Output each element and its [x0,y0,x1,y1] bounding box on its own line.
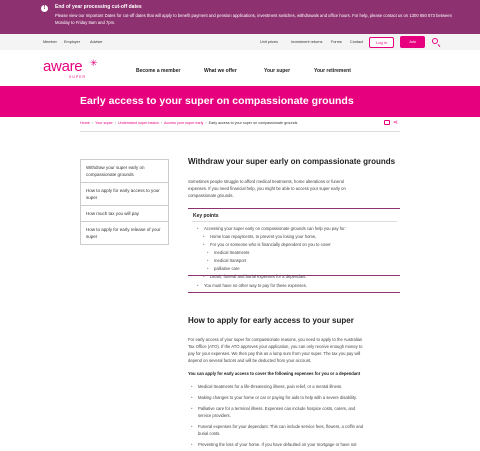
alert-text: Please view our Important Dates for cut-off dates that will apply to benefit payment and pension applications, investment switches, withdrawals and office hours. For help, please contact us on 1300 650 873 between Monday to Friday 8am and 7pm. [55,13,452,25]
kp-item-2: • You must have no other way to pay for these expenses. [204,283,307,288]
expense-item-5: • Preventing the loss of your home. If you have defaulted on your mortgage or have not [198,442,357,447]
section2-para-2: Tax Office (ATO). If the ATO approves your application, you can only receive enough money to [188,344,363,349]
kp-subsub-2: • medical transport [214,258,246,263]
nav-employer[interactable]: Employer [64,40,81,44]
nav-unit-prices[interactable]: Unit prices [260,40,278,44]
section2-para-4: depend on several factors and will be deducted from your account. [188,358,312,363]
section2-lead: You can apply for early access to cover the following expenses for you or a dependant [188,371,361,376]
expense-item-2: • Making changes to your home or car or paying for aids to help with a severe disability. [198,395,357,400]
page-title: Early access to your super on compassionate grounds [80,95,354,107]
kp-sub-3: • Death, funeral and burial expenses for a dependant. [210,274,307,279]
kp-item-1: • Accessing your super early on compassionate grounds can help you pay for: [204,226,346,231]
breadcrumb-home[interactable]: Home [80,121,90,125]
mainnav-your-super[interactable]: Your super [264,68,291,74]
join-button[interactable]: Join [400,36,425,48]
divider [80,131,400,132]
expense-item-3: • Palliative care for a terminal illness. Expenses can include hospice costs, carers, and [198,406,355,411]
logo-word: aware [43,58,83,75]
info-icon: ! [41,5,48,12]
logo-sub: SUPER [69,75,87,79]
kp-sub-2: • For you or someone who is financially dependent on you to cover [210,242,331,247]
section1-intro-2: expenses. If you need financial help, you might be able to access your super early on [188,186,346,191]
sidebar-item-withdraw[interactable]: Withdraw your super early on compassionate grounds [81,160,168,183]
nav-contact[interactable]: Contact [350,40,364,44]
section2-para-3: pay for your expenses. We then pay this as a lump sum from your super. The tax you pay will [188,351,361,356]
mainnav-become-member[interactable]: Become a member [136,68,181,74]
section1-intro-1: Sometimes people struggle to afford medical treatments, home alterations or funeral [188,179,344,184]
search-icon[interactable] [432,38,438,44]
star-icon: ✳ [90,58,98,68]
alert-title: End of year processing cut-off dates [55,4,142,10]
section2-heading: How to apply for early access to your super [188,316,354,325]
breadcrumb-basics[interactable]: Understand super basics [118,121,159,125]
breadcrumb-your-super[interactable]: Your super [95,121,113,125]
share-icon[interactable]: ⋖ [393,120,399,126]
nav-forms[interactable]: Forms [331,40,342,44]
expense-item-4: • Funeral expenses for your dependant. This can include service fees, flowers, a coffin and [198,424,363,429]
nav-member[interactable]: Member [43,40,57,44]
login-button[interactable]: Log in [369,37,394,48]
section1-intro-3: compassionate grounds. [188,193,234,198]
sidebar-item-early-release[interactable]: How to apply for early release of your super [86,227,161,239]
expense-item-3-cont: service providers. [198,413,231,418]
hero-banner [0,86,480,117]
section1-heading: Withdraw your super early on compassionate grounds [188,157,396,166]
expense-item-1: • Medical treatments for a life-threatening illness, pain relief, or a mental illness. [198,384,342,389]
kp-sub-1: • Home loan repayments, to prevent you losing your home, [210,234,316,239]
breadcrumb-access-early[interactable]: Access your super early [164,121,204,125]
key-points-title: Key points [193,213,219,219]
page-sidebar [80,159,169,245]
breadcrumb-current: Early access to your super on compassionate grounds [208,121,298,125]
sidebar-item-tax[interactable]: How much tax you will pay [81,206,168,222]
nav-adviser[interactable]: Adviser [90,40,103,44]
mainnav-your-retirement[interactable]: Your retirement [314,68,351,74]
kp-bottom-rule [188,292,400,293]
kp-divider [192,221,397,222]
nav-investment-returns[interactable]: Investment returns [291,40,323,44]
expense-item-4-cont: burial costs. [198,431,221,436]
sidebar-item-how-to-apply[interactable]: How to apply for early access to your super [81,183,168,206]
kp-subsub-3: • palliative care [214,266,240,271]
breadcrumb: Home › Your super › Understand super basics › Access your super early › Early access to your super on compassionate grounds [80,121,298,125]
section2-para-1: For early access of your super for compassionate reasons, you need to apply to the Australian [188,337,363,342]
alert-banner [0,0,480,34]
kp-subsub-1: • medical treatments [214,250,249,255]
mainnav-what-we-offer[interactable]: What we offer [204,68,237,74]
aware-super-logo[interactable] [43,58,98,80]
print-icon[interactable] [384,120,390,125]
